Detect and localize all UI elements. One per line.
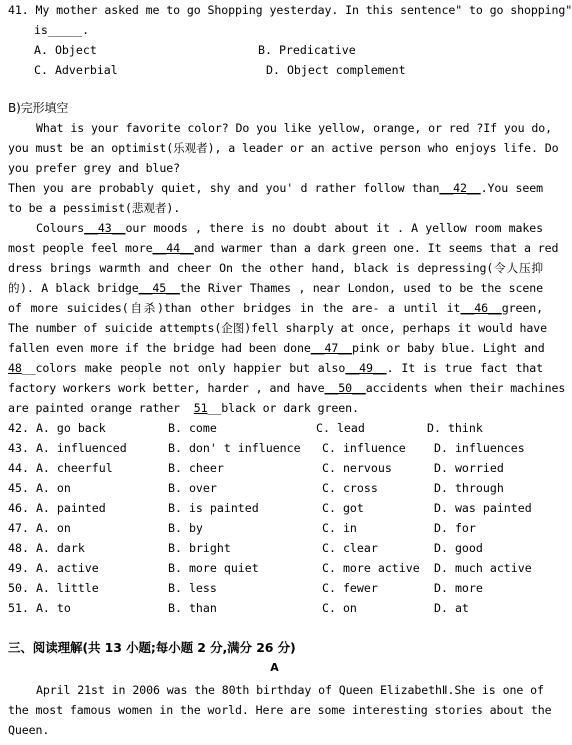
passage-text: Colours: [36, 221, 85, 235]
passage-text: fallen even more if the bridge had been done: [8, 341, 311, 355]
choice-d: D. through: [434, 481, 504, 495]
choice-c: C. lead: [316, 421, 365, 435]
choice-b: B. is painted: [168, 501, 259, 515]
choice-d: D. good: [434, 541, 483, 555]
choice-a: A. go back: [35, 421, 106, 435]
blank-46: __46__: [460, 301, 502, 315]
choice-row: [8, 458, 113, 478]
choice-a: A. dark: [35, 541, 85, 555]
choice-d: D. influences: [434, 441, 525, 455]
q41-line2: is_____.: [34, 23, 90, 37]
passage-text: __colors make people not only happier but also: [21, 361, 346, 375]
blank-50: __50__: [324, 381, 366, 395]
passage-text: .You seem: [480, 181, 544, 195]
passage-line: What is your favorite color? Do you like yellow, orange, or red ?If you do,: [36, 121, 553, 135]
reading-line: April 21st in 2006 was the 80th birthday of Queen ElizabethⅡ.She is one of: [36, 683, 544, 697]
choice-b: B. don' t influence: [168, 441, 301, 455]
choice-a: A. to: [35, 601, 71, 615]
passage-text: of more suicides(自杀)than other bridges in the are- a until it: [8, 301, 461, 315]
blank-49: __49__: [345, 361, 387, 375]
passage-text: factory workers work better, harder , and have: [8, 381, 325, 395]
choice-a: A. on: [35, 521, 71, 535]
choice-c: C. in: [322, 521, 357, 535]
choice-row: [8, 418, 106, 438]
blank-44: __44__: [152, 241, 194, 255]
choice-a: A. influenced: [35, 441, 127, 455]
blank-42: __42__: [439, 181, 481, 195]
passage-text: and warmer than a dark green one. It seems that a red: [193, 241, 559, 255]
choice-b: B. less: [168, 581, 217, 595]
choice-d: D. at: [434, 601, 469, 615]
choice-row: [8, 578, 99, 598]
choice-c: C. more active: [322, 561, 420, 575]
passage-text: are painted orange rather: [8, 401, 181, 415]
choice-d: D. much active: [434, 561, 532, 575]
choice-b: B. come: [168, 421, 217, 435]
passage-line: to be a pessimist(悲观者).: [8, 201, 181, 215]
choice-d: D. for: [434, 521, 476, 535]
q41-option-b: B. Predicative: [258, 43, 356, 57]
choice-a: A. painted: [35, 501, 106, 515]
blank-47: __47__: [310, 341, 353, 355]
choice-num: 43.: [8, 441, 29, 455]
choice-num: 44.: [8, 461, 29, 475]
choice-num: 48.: [8, 541, 29, 555]
choice-c: C. nervous: [322, 461, 392, 475]
choice-a: A. little: [35, 581, 99, 595]
reading-line: the most famous women in the world. Here are some interesting stories about the: [8, 703, 552, 717]
choice-num: 47.: [8, 521, 29, 535]
choice-b: B. by: [168, 521, 203, 535]
blank-51: 51: [193, 401, 208, 415]
passage-line: you must be an optimist(乐观者), a leader or an active person who enjoys life. Do: [8, 141, 559, 155]
choice-num: 50.: [8, 581, 29, 595]
choice-num: 46.: [8, 501, 29, 515]
passage-line: [8, 298, 543, 318]
passage-text: . It is true fact that: [386, 361, 543, 375]
passage-text: the River Thames , near London, used to be the scene: [179, 281, 543, 295]
passage-text: 的). A black bridge: [8, 281, 139, 295]
choice-c: C. got: [322, 501, 364, 515]
passage-line: dress brings warmth and cheer On the other hand, black is depressing(令人压抑: [8, 261, 543, 275]
blank-45: __45__: [138, 281, 180, 295]
blank-43: __43__: [84, 221, 126, 235]
choice-c: C. on: [322, 601, 357, 615]
choice-num: 45.: [8, 481, 29, 495]
choice-row: [8, 518, 71, 538]
reading-line: Queen.: [8, 723, 50, 737]
passage-line: [8, 398, 543, 418]
choice-row: [8, 478, 71, 498]
choice-row: [8, 538, 85, 558]
choice-row: [8, 558, 99, 578]
choice-a: A. on: [35, 481, 71, 495]
passage-line: [8, 178, 543, 198]
passage-line: [8, 278, 543, 298]
choice-row: [8, 498, 106, 518]
choice-d: D. think: [427, 421, 483, 435]
passage-line: [8, 378, 566, 398]
choice-d: D. worried: [434, 461, 504, 475]
choice-row: [8, 598, 71, 618]
choice-num: 49.: [8, 561, 29, 575]
passage-line: you prefer grey and blue?: [8, 161, 181, 175]
passage-text: green,: [501, 301, 543, 315]
choice-b: B. bright: [168, 541, 231, 555]
q41-line1: 41. My mother asked me to go Shopping yesterday. In this sentence" to go shopping": [8, 3, 572, 17]
passage-text: __black or dark green.: [207, 401, 359, 415]
choice-a: A. active: [35, 561, 99, 575]
choice-c: C. cross: [322, 481, 378, 495]
choice-b: B. cheer: [168, 461, 224, 475]
passage-line: [8, 358, 543, 378]
passage-text: accidents when their machines: [365, 381, 566, 395]
choice-b: B. more quiet: [168, 561, 259, 575]
passage-line: [8, 338, 543, 358]
passage-text: our moods , there is no doubt about it . A yellow room makes: [125, 221, 543, 235]
q41-option-a: A. Object: [34, 43, 97, 57]
passage-line: [36, 218, 543, 238]
choice-num: 51.: [8, 601, 29, 615]
blank-48: 48: [8, 361, 22, 375]
reading-a-label: A: [270, 661, 279, 674]
q41-option-d: D. Object complement: [266, 63, 406, 77]
passage-line: [8, 238, 559, 258]
section-3-title: 三、阅读理解(共 13 小题;每小题 2 分,满分 26 分): [8, 640, 296, 655]
choice-c: C. fewer: [322, 581, 378, 595]
choice-d: D. more: [434, 581, 483, 595]
passage-text: pink or baby blue. Light and: [352, 341, 545, 355]
choice-b: B. over: [168, 481, 217, 495]
passage-text: most people feel more: [8, 241, 153, 255]
choice-row: [8, 438, 127, 458]
choice-c: C. clear: [322, 541, 378, 555]
choice-c: C. influence: [322, 441, 406, 455]
choice-d: D. was painted: [434, 501, 532, 515]
passage-text: Then you are probably quiet, shy and you' d rather follow than: [8, 181, 440, 195]
choice-a: A. cheerful: [35, 461, 113, 475]
section-b-title: B)完形填空: [8, 101, 69, 115]
passage-line: The number of suicide attempts(企图)fell sharply at once, perhaps it would have: [8, 321, 547, 335]
q41-option-c: C. Adverbial: [34, 63, 118, 77]
choice-b: B. than: [168, 601, 217, 615]
choice-num: 42.: [8, 421, 29, 435]
